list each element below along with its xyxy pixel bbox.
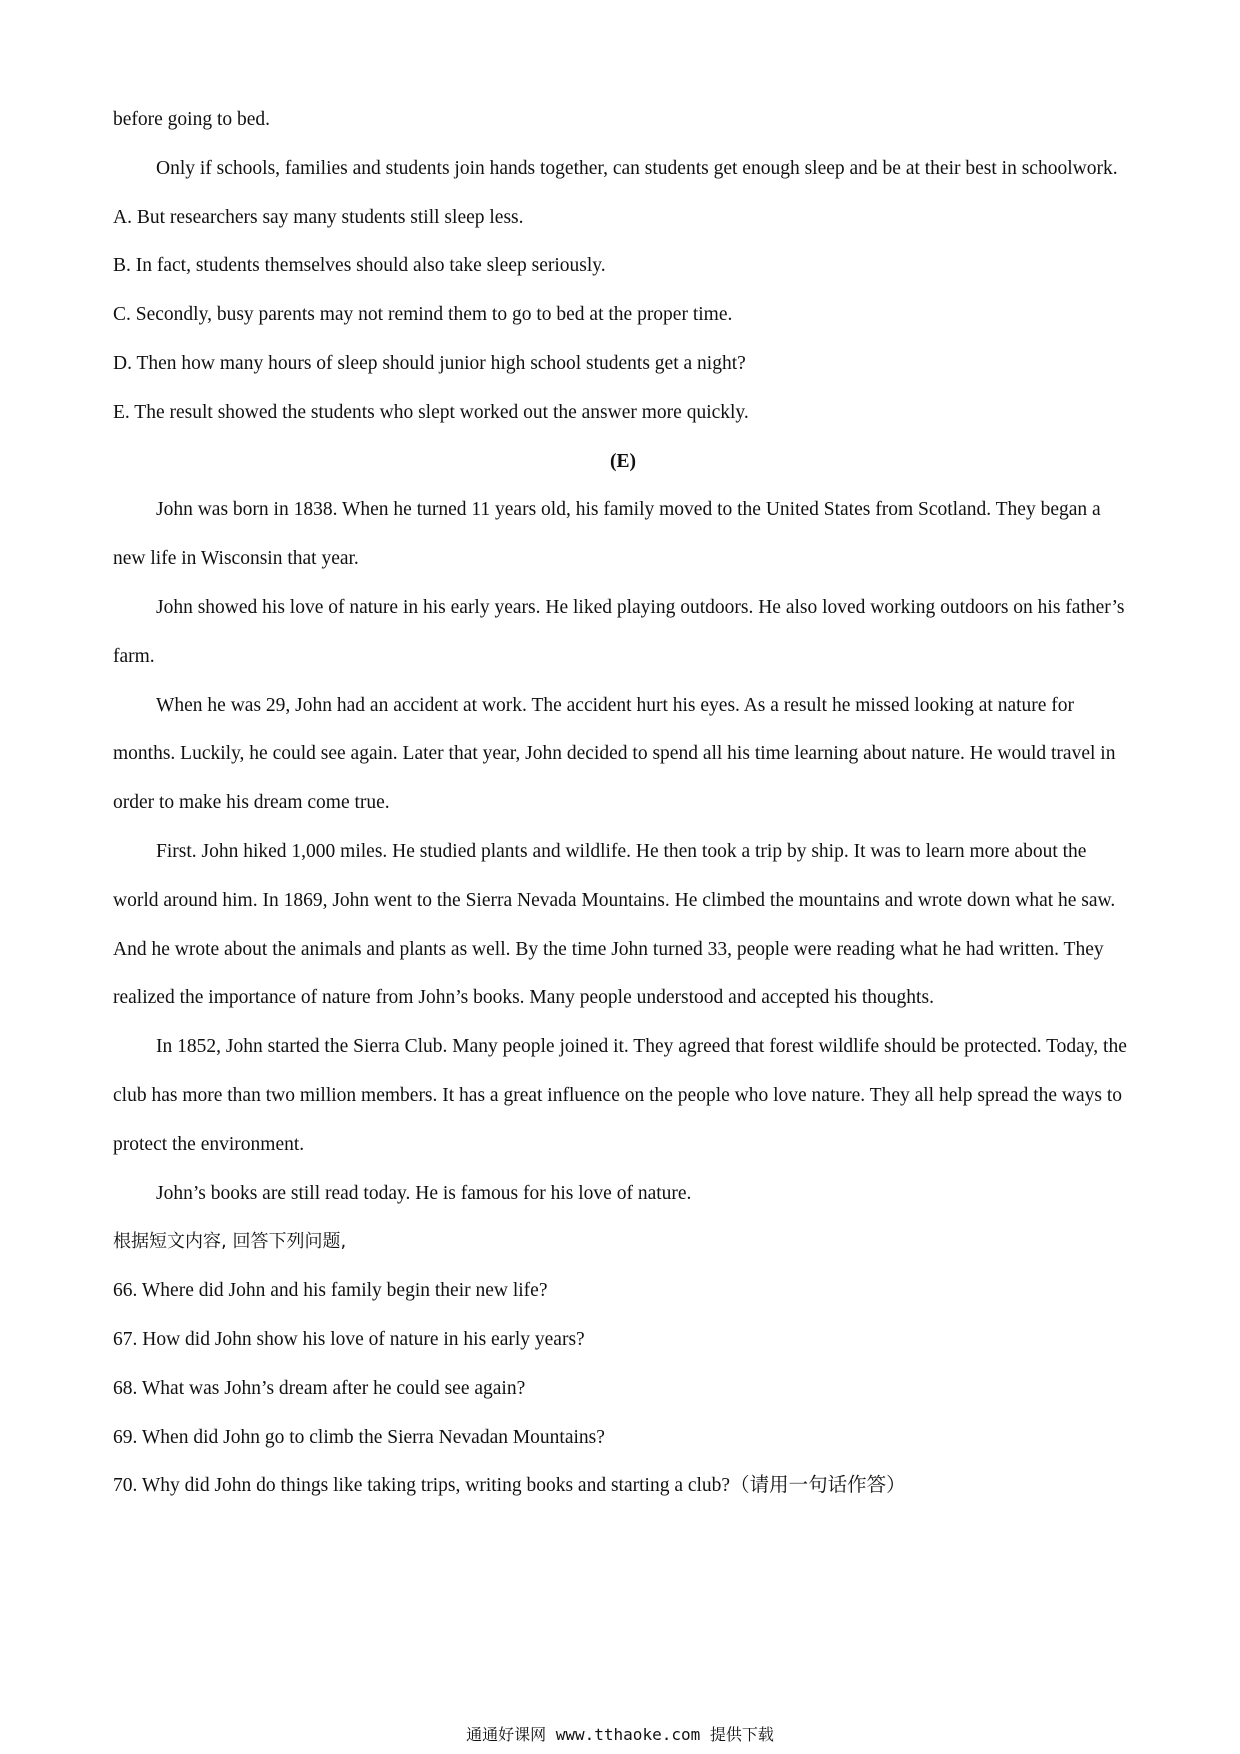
question-66: 66. Where did John and his family begin their new life? [113, 1280, 548, 1302]
passage-e-heading: (E) [610, 450, 636, 472]
passage-e-paragraph-4: First. John hiked 1,000 miles. He studied plants and wildlife. He then took a trip by ship. It was to learn more about the world around him. In 1869, John went to the Sierra Nevada Mountains. He climbed the mountains and wrote down what he saw. And he wrote about the animals and plants as well. By the time John turned 33, people were reading what he had written. They realized the importance of nature from John’s books. Many people understood and accepted his thoughts. [113, 840, 1116, 1009]
passage-e-paragraph-5: In 1852, John started the Sierra Club. Many people joined it. They agreed that forest wildlife should be protected. Today, the club has more than two million members. It has a great influence on the people who love nature. They all help spread the ways to protect the environment. [113, 1036, 1127, 1155]
option-d: D. Then how many hours of sleep should junior high school students get a night? [113, 352, 746, 374]
passage-e-paragraph-2: John showed his love of nature in his early years. He liked playing outdoors. He also loved working outdoors on his father’s farm. [113, 596, 1125, 667]
passage-d-conclusion: Only if schools, families and students join hands together, can students get enough sleep and be at their best in schoolwork. [156, 157, 1118, 179]
footer-download-notice: 通通好课网 www.tthaoke.com 提供下载 [466, 1725, 774, 1744]
question-instruction: 根据短文内容, 回答下列问题, [113, 1231, 347, 1253]
page-content [113, 96, 1133, 1511]
question-70: 70. Why did John do things like taking trips, writing books and starting a club?（请用一句话作答） [113, 1475, 906, 1497]
option-e: E. The result showed the students who slept worked out the answer more quickly. [113, 401, 749, 423]
option-b: B. In fact, students themselves should also take sleep seriously. [113, 255, 606, 277]
question-69: 69. When did John go to climb the Sierra Nevadan Mountains? [113, 1426, 605, 1448]
passage-e-paragraph-6: John’s books are still read today. He is famous for his love of nature. [156, 1182, 692, 1204]
option-c: C. Secondly, busy parents may not remind them to go to bed at the proper time. [113, 304, 733, 326]
question-68: 68. What was John’s dream after he could see again? [113, 1377, 526, 1399]
question-67: 67. How did John show his love of nature in his early years? [113, 1328, 585, 1350]
passage-e-paragraph-3: When he was 29, John had an accident at work. The accident hurt his eyes. As a result he missed looking at nature for months. Luckily, he could see again. Later that year, John decided to spend all his time learning about nature. He would travel in order to make his dream come true. [113, 694, 1116, 814]
option-a: A. But researchers say many students still sleep less. [113, 206, 524, 228]
passage-d-continuation: before going to bed. [113, 109, 271, 130]
passage-e-paragraph-1: John was born in 1838. When he turned 11 years old, his family moved to the United States from Scotland. They began a new life in Wisconsin that year. [113, 499, 1101, 570]
